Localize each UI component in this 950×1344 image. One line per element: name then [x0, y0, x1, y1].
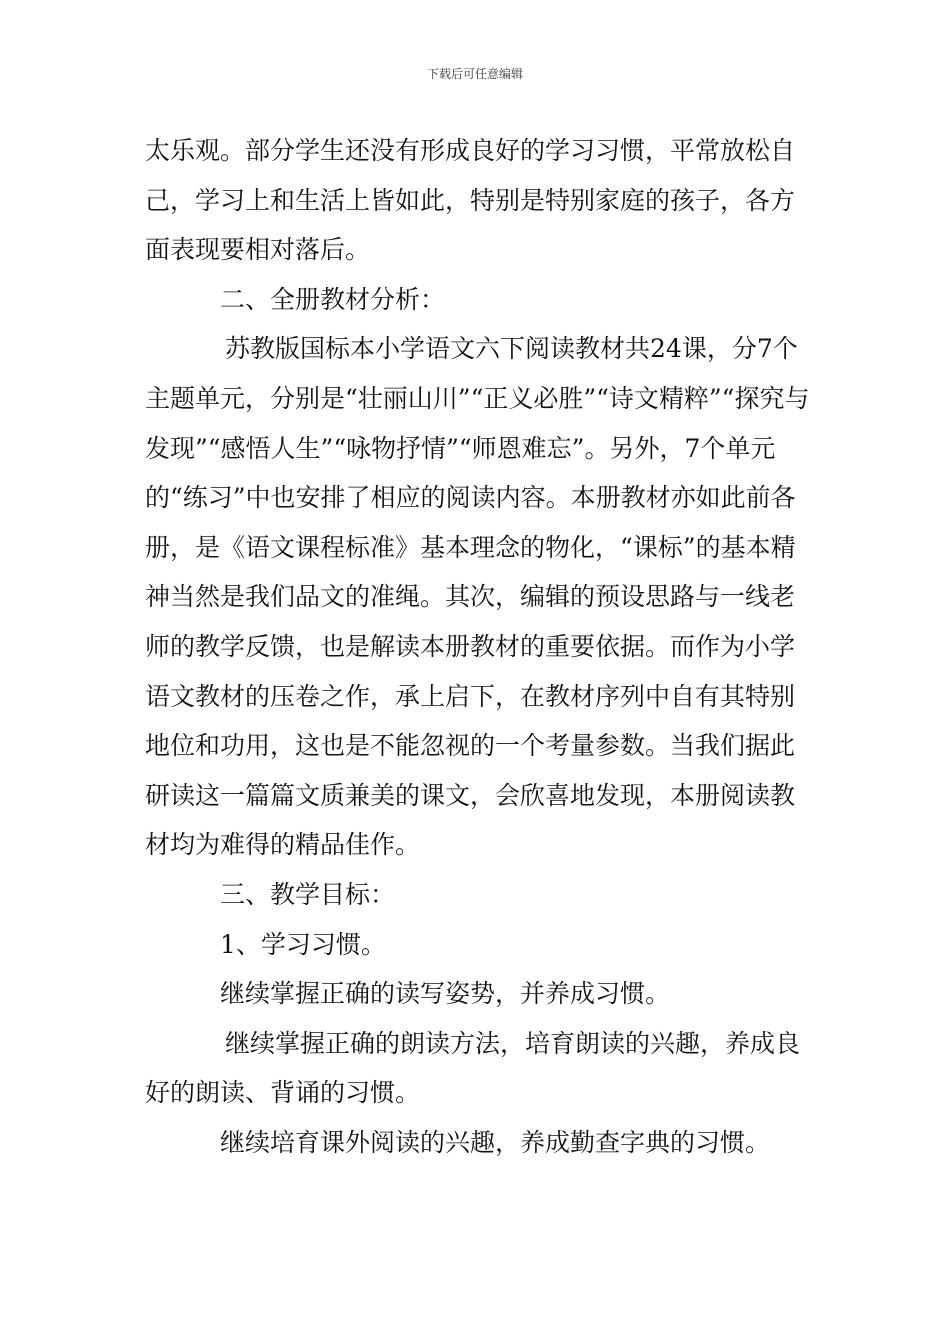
paragraph-textbook-analysis: 苏教版国标本小学语文六下阅读教材共24课，分7个主题单元，分别是“壮丽山川”“正义必胜”“诗文精粹”“探究与发现”“感悟人生”“咏物抒情”“师恩难忘”。另外，7个单元的“练习”中也安排了相应的阅读内容。本册教材亦如此前各册，是《语文课程标准》基本理念的物化，“课标”的基本精神当然是我们品文的准绳。其次，编辑的预设思路与一线老师的教学反馈，也是解读本册教材的重要依据。而作为小学语文教材的压卷之作，承上启下，在教材序列中自有其特别地位和功用，这也是不能忽视的一个考量参数。当我们据此研读这一篇篇文质兼美的课文，会欣喜地发现，本册阅读教材均为难得的精品佳作。: [145, 334, 810, 860]
paragraph-extracurricular-reading: 继续培育课外阅读的兴趣，养成勤查字典的习惯。: [220, 1127, 771, 1157]
section-heading-textbook-analysis: 二、全册教材分析：: [220, 284, 446, 314]
document-body: [145, 126, 810, 1167]
subheading-study-habits: 1、学习习惯。: [220, 929, 386, 959]
paragraph-reading-method: 继续掌握正确的朗读方法，培育朗读的兴趣，养成良好的朗读、背诵的习惯。: [145, 1028, 801, 1108]
section-heading-teaching-goals: 三、教学目标：: [220, 879, 396, 909]
page-header-note: 下载后可任意编辑: [426, 67, 523, 81]
paragraph-reading-posture: 继续掌握正确的读写姿势，并养成习惯。: [220, 979, 671, 1009]
paragraph-continuation: 太乐观。部分学生还没有形成良好的学习习惯，平常放松自己，学习上和生活上皆如此，特别是特别家庭的孩子，各方面表现要相对落后。: [145, 136, 796, 265]
